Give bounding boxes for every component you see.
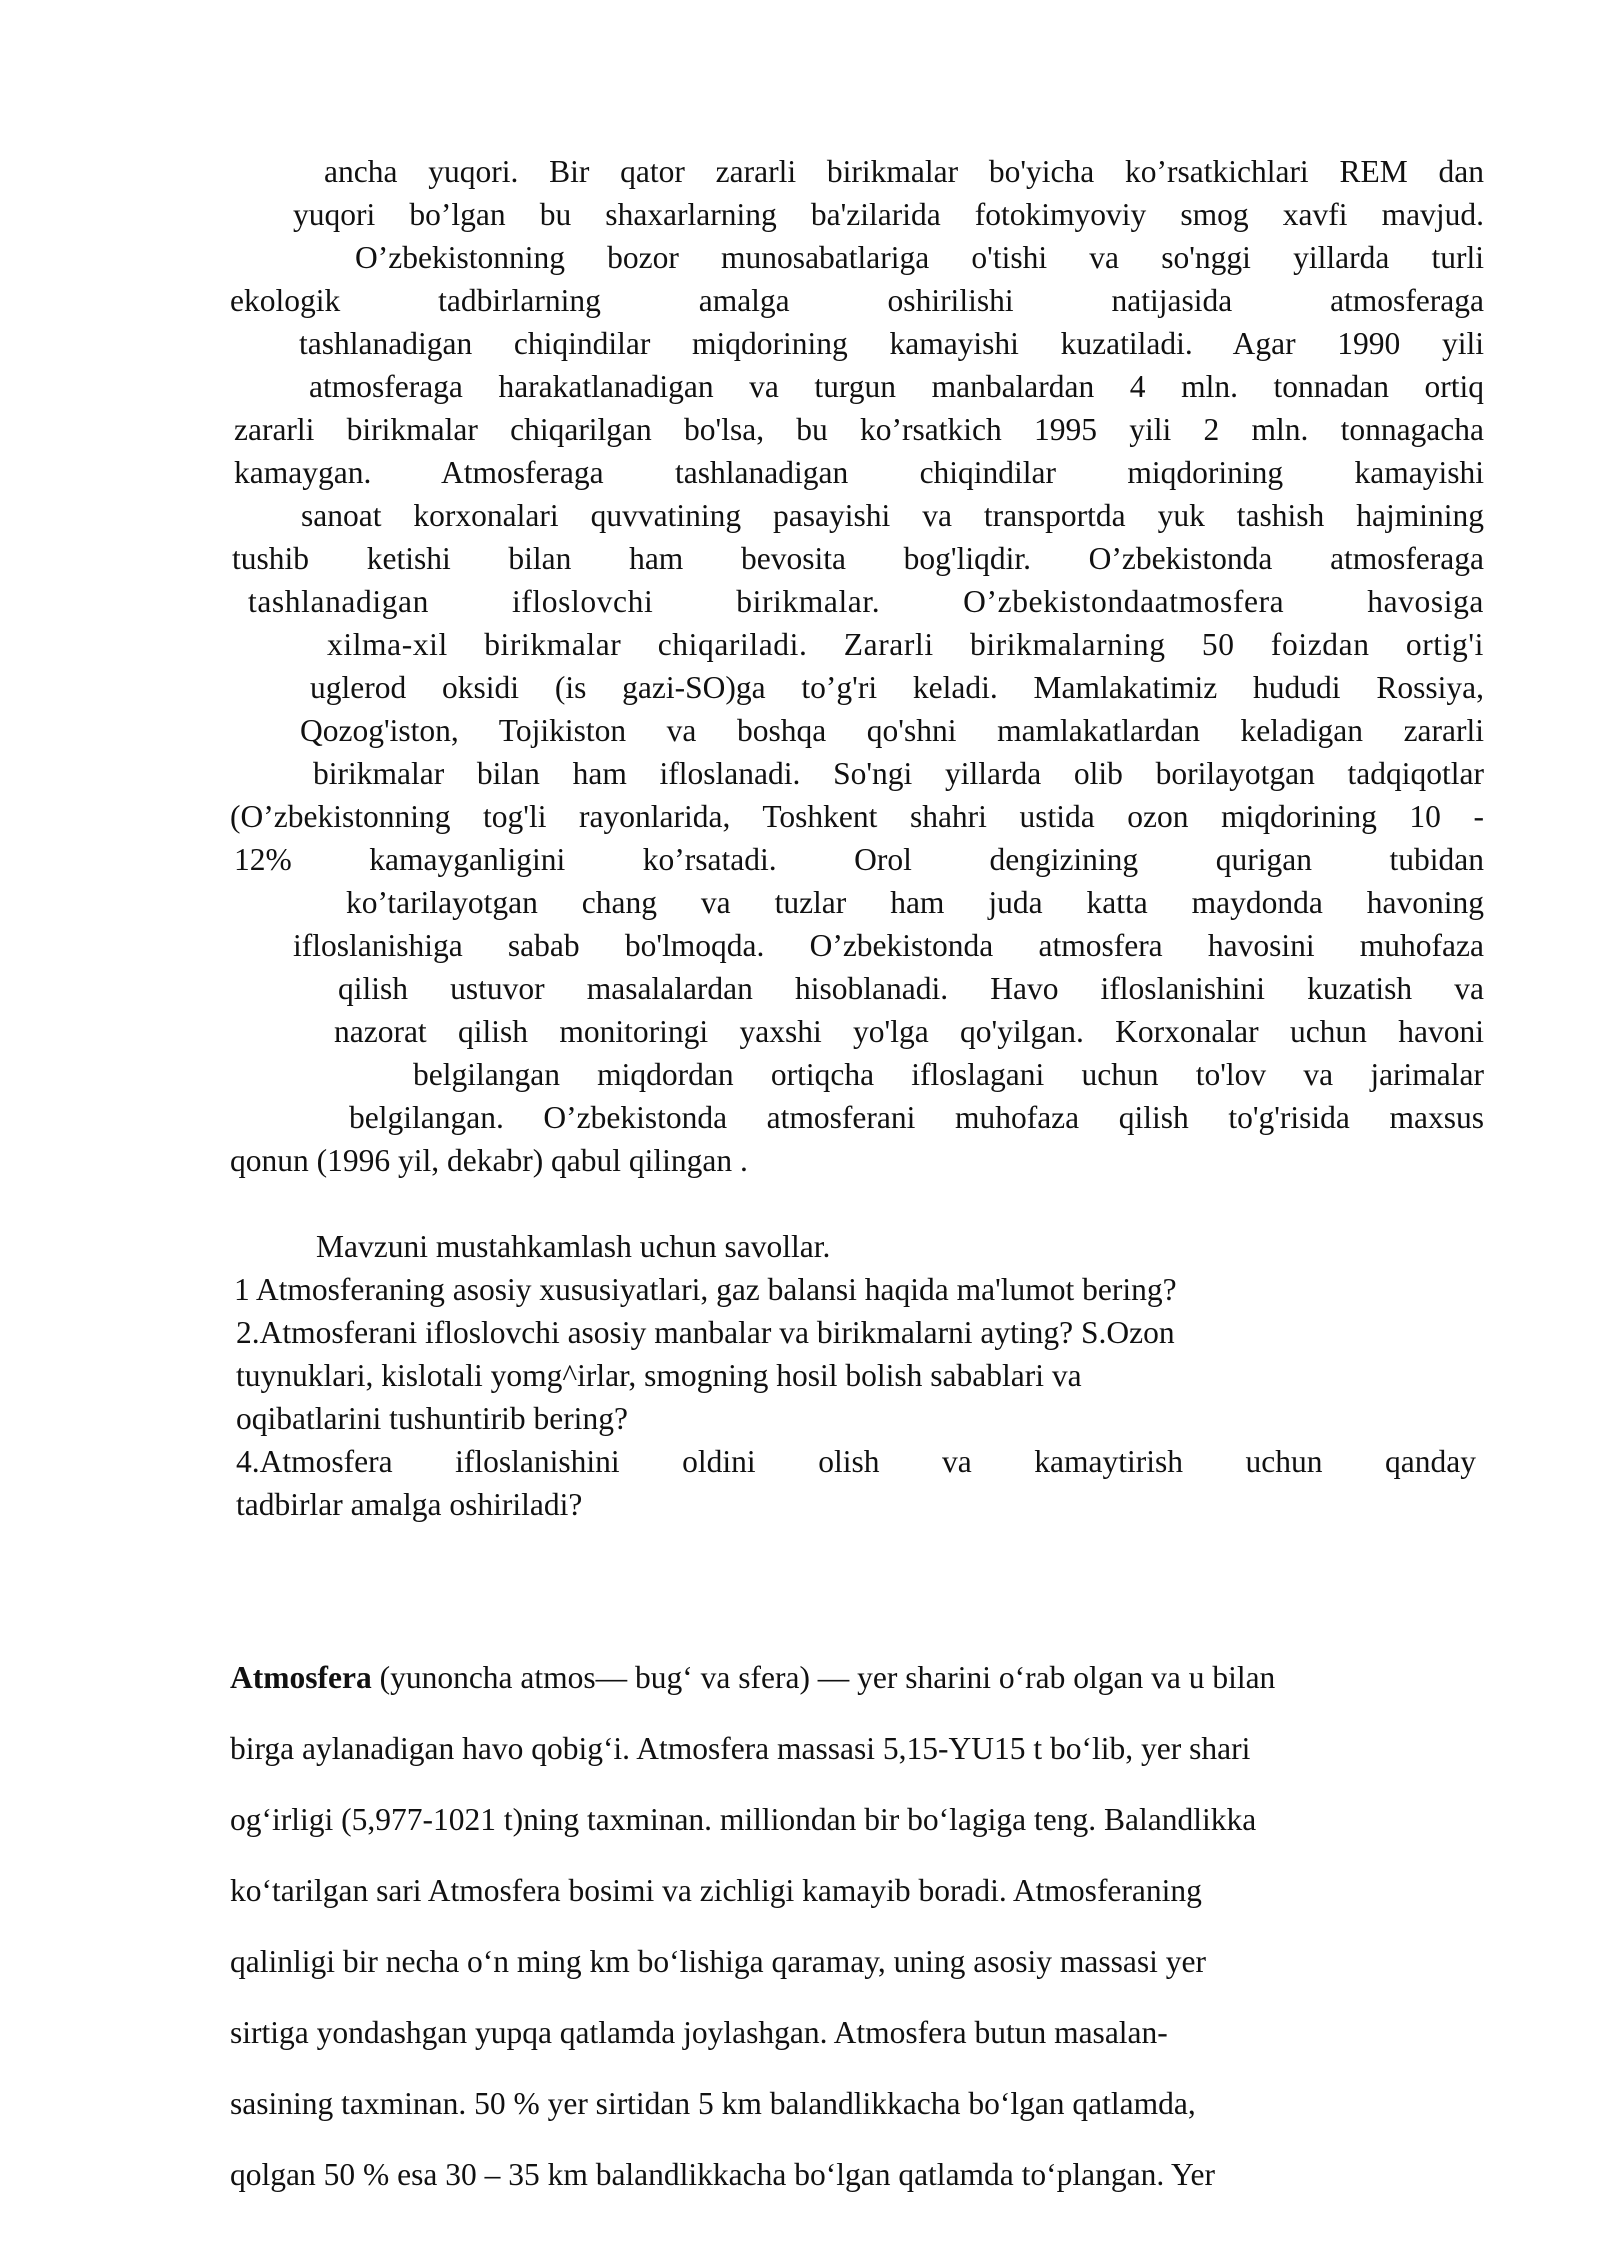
definition-line: qalinligi bir necha oʻn ming km boʻlishiga qaramay, uning asosiy massasi yer xyxy=(230,1944,1207,1979)
question-item: 1 Atmosferaning asosiy xususiyatlari, gaz balansi haqida ma'lumot bering? xyxy=(234,1272,1177,1307)
question-item: tadbirlar amalga oshiriladi? xyxy=(236,1487,583,1522)
text-line: Qozog'iston, Tojikiston va boshqa qo'shni mamlakatlardan keladigan zararli xyxy=(300,713,1484,748)
text-line: belgilangan miqdordan ortiqcha ifloslagani uchun to'lov va jarimalar xyxy=(413,1057,1484,1092)
text-line: ekologik tadbirlarning amalga oshirilishi natijasida atmosferaga xyxy=(230,283,1484,318)
definition-line: ogʻirligi (5,977-1021 t)ning taxminan. milliondan bir boʻlagiga teng. Balandlikka xyxy=(230,1802,1257,1837)
text-line: 12% kamayganligini ko’rsatadi. Orol dengizining qurigan tubidan xyxy=(234,842,1484,877)
questions-heading: Mavzuni mustahkamlash uchun savollar. xyxy=(316,1229,831,1264)
definition-line: sasining taxminan. 50 % yer sirtidan 5 km balandlikkacha boʻlgan qatlamda, xyxy=(230,2086,1196,2121)
text-line: kamaygan. Atmosferaga tashlanadigan chiqindilar miqdorining kamayishi xyxy=(234,455,1484,490)
text-line: tushib ketishi bilan ham bevosita bog'liqdir. O’zbekistonda atmosferaga xyxy=(232,541,1484,576)
text-line: xilma-xil birikmalar chiqariladi. Zararli birikmalarning 50 foizdan ortig'i xyxy=(327,627,1484,662)
definition-line: koʻtarilgan sari Atmosfera bosimi va zichligi kamayib boradi. Atmosferaning xyxy=(230,1873,1202,1908)
text-line: ko’tarilayotgan chang va tuzlar ham juda katta maydonda havoning xyxy=(346,885,1484,920)
text-line: O’zbekistonning bozor munosabatlariga o'tishi va so'nggi yillarda turli xyxy=(355,240,1484,275)
text-line: ifloslanishiga sabab bo'lmoqda. O’zbekistonda atmosfera havosini muhofaza xyxy=(293,928,1484,963)
text-line: qonun (1996 yil, dekabr) qabul qilingan . xyxy=(230,1143,748,1178)
text-line: ancha yuqori. Bir qator zararli birikmalar bo'yicha ko’rsatkichlari REM dan xyxy=(324,154,1484,189)
text-line: nazorat qilish monitoringi yaxshi yo'lga qo'yilgan. Korxonalar uchun havoni xyxy=(334,1014,1484,1049)
definition-line: qolgan 50 % esa 30 – 35 km balandlikkacha boʻlgan qatlamda toʻplangan. Yer xyxy=(230,2157,1216,2192)
text-line: sanoat korxonalari quvvatining pasayishi va transportda yuk tashish hajmining xyxy=(301,498,1484,533)
definition-line: birga aylanadigan havo qobigʻi. Atmosfera massasi 5,15-YU15 t boʻlib, yer shari xyxy=(230,1731,1251,1766)
text-line: atmosferaga harakatlanadigan va turgun manbalardan 4 mln. tonnadan ortiq xyxy=(309,369,1484,404)
text-line: (O’zbekistonning tog'li rayonlarida, Toshkent shahri ustida ozon miqdorining 10 - xyxy=(230,799,1484,834)
text-line: yuqori bo’lgan bu shaxarlarning ba'zilarida fotokimyoviy smog xavfi mavjud. xyxy=(293,197,1484,232)
question-item: tuynuklari, kislotali yomg^irlar, smogning hosil bolish sabablari va xyxy=(236,1358,1082,1393)
question-item: oqibatlarini tushuntirib bering? xyxy=(236,1401,628,1436)
text-line: qilish ustuvor masalalardan hisoblanadi. Havo ifloslanishini kuzatish va xyxy=(338,971,1484,1006)
text-line: birikmalar bilan ham ifloslanadi. So'ngi yillarda olib borilayotgan tadqiqotlar xyxy=(313,756,1484,791)
definition-term: Atmosfera xyxy=(230,1660,372,1695)
text-line: tashlanadigan ifloslovchi birikmalar. O’zbekistondaatmosfera havosiga xyxy=(248,584,1484,619)
question-item: 4.Atmosfera ifloslanishini oldini olish va kamaytirish uchun qanday xyxy=(236,1444,1476,1479)
definition-first-line xyxy=(230,1658,1480,1698)
text-line: uglerod oksidi (is gazi-SO)ga to’g'ri keladi. Mamlakatimiz hududi Rossiya, xyxy=(310,670,1484,705)
definition-line: sirtiga yondashgan yupqa qatlamda joylashgan. Atmosfera butun masalan- xyxy=(230,2015,1168,2050)
text-line: zararli birikmalar chiqarilgan bo'lsa, bu ko’rsatkich 1995 yili 2 mln. tonnagacha xyxy=(234,412,1484,447)
question-item: 2.Atmosferani ifloslovchi asosiy manbalar va birikmalarni ayting? S.Ozon xyxy=(236,1315,1175,1350)
definition-text: (yunoncha atmos— bugʻ va sfera) — yer sharini oʻrab olgan va u bilan xyxy=(371,1660,1276,1695)
text-line: belgilangan. O’zbekistonda atmosferani muhofaza qilish to'g'risida maxsus xyxy=(349,1100,1484,1135)
text-line: tashlanadigan chiqindilar miqdorining kamayishi kuzatiladi. Agar 1990 yili xyxy=(299,326,1484,361)
